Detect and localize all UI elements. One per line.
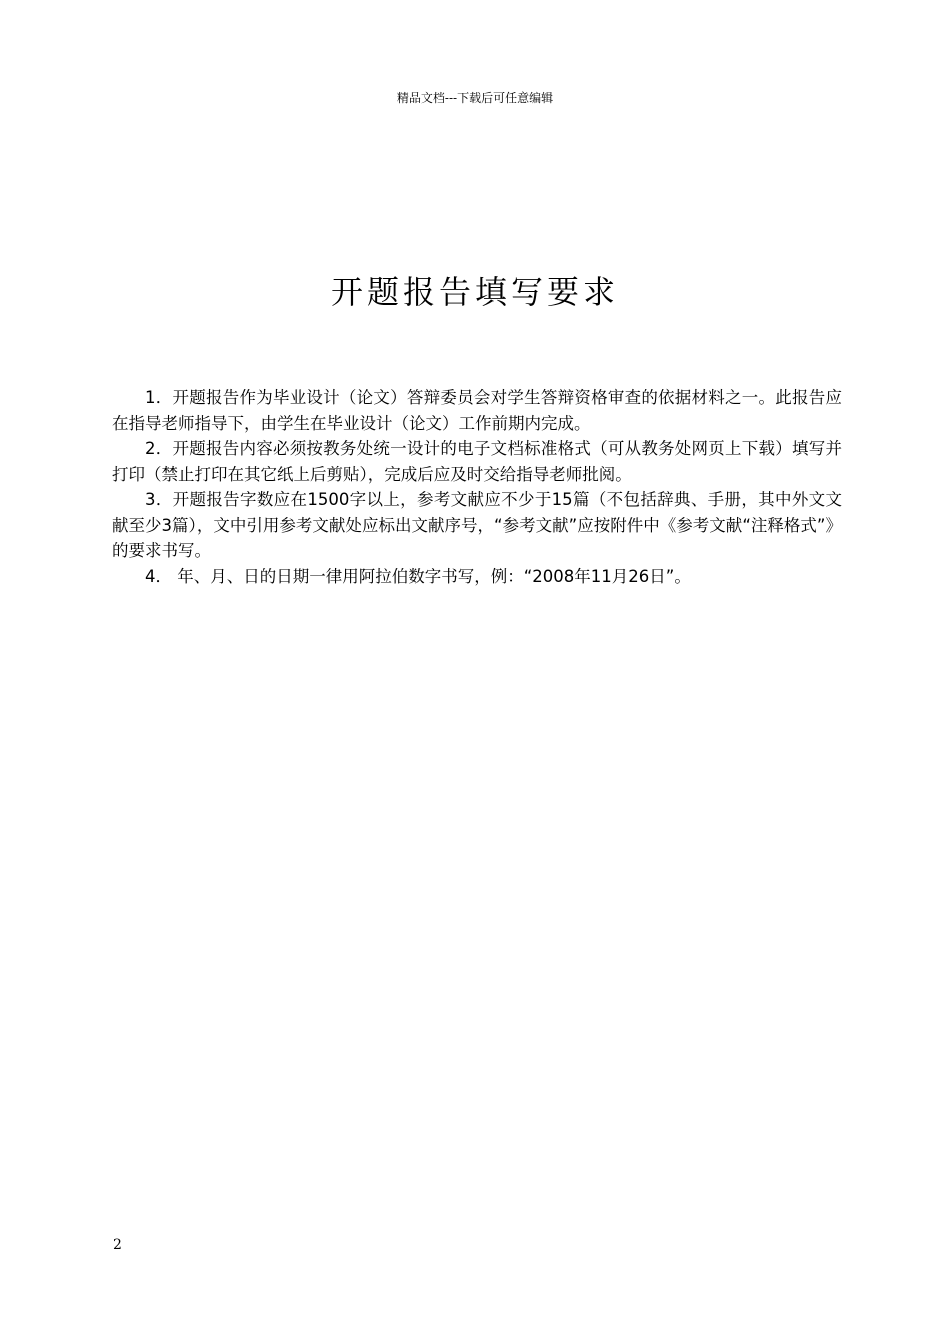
page-number: 2 (113, 1237, 122, 1253)
page-header: 精品文档---下载后可任意编辑 (396, 91, 554, 105)
requirement-item-4: 4． 年、月、日的日期一律用阿拉伯数字书写，例：“2008年11月26日”。 (145, 566, 691, 586)
requirements-list (112, 385, 842, 589)
requirement-item-3: 3．开题报告字数应在1500字以上，参考文献应不少于15篇（不包括辞典、手册，其中外文文献至少3篇），文中引用参考文献处应标出文献序号，“参考文献”应按附件中《参考文献“注释格式”》的要求书写。 (112, 490, 842, 560)
document-title: 开题报告填写要求 (330, 273, 619, 311)
requirement-item-2: 2．开题报告内容必须按教务处统一设计的电子文档标准格式（可从教务处网页上下载）填写并打印（禁止打印在其它纸上后剪贴），完成后应及时交给指导老师批阅。 (112, 439, 842, 484)
requirement-item-1: 1．开题报告作为毕业设计（论文）答辩委员会对学生答辩资格审查的依据材料之一。此报告应在指导老师指导下，由学生在毕业设计（论文）工作前期内完成。 (112, 388, 842, 433)
